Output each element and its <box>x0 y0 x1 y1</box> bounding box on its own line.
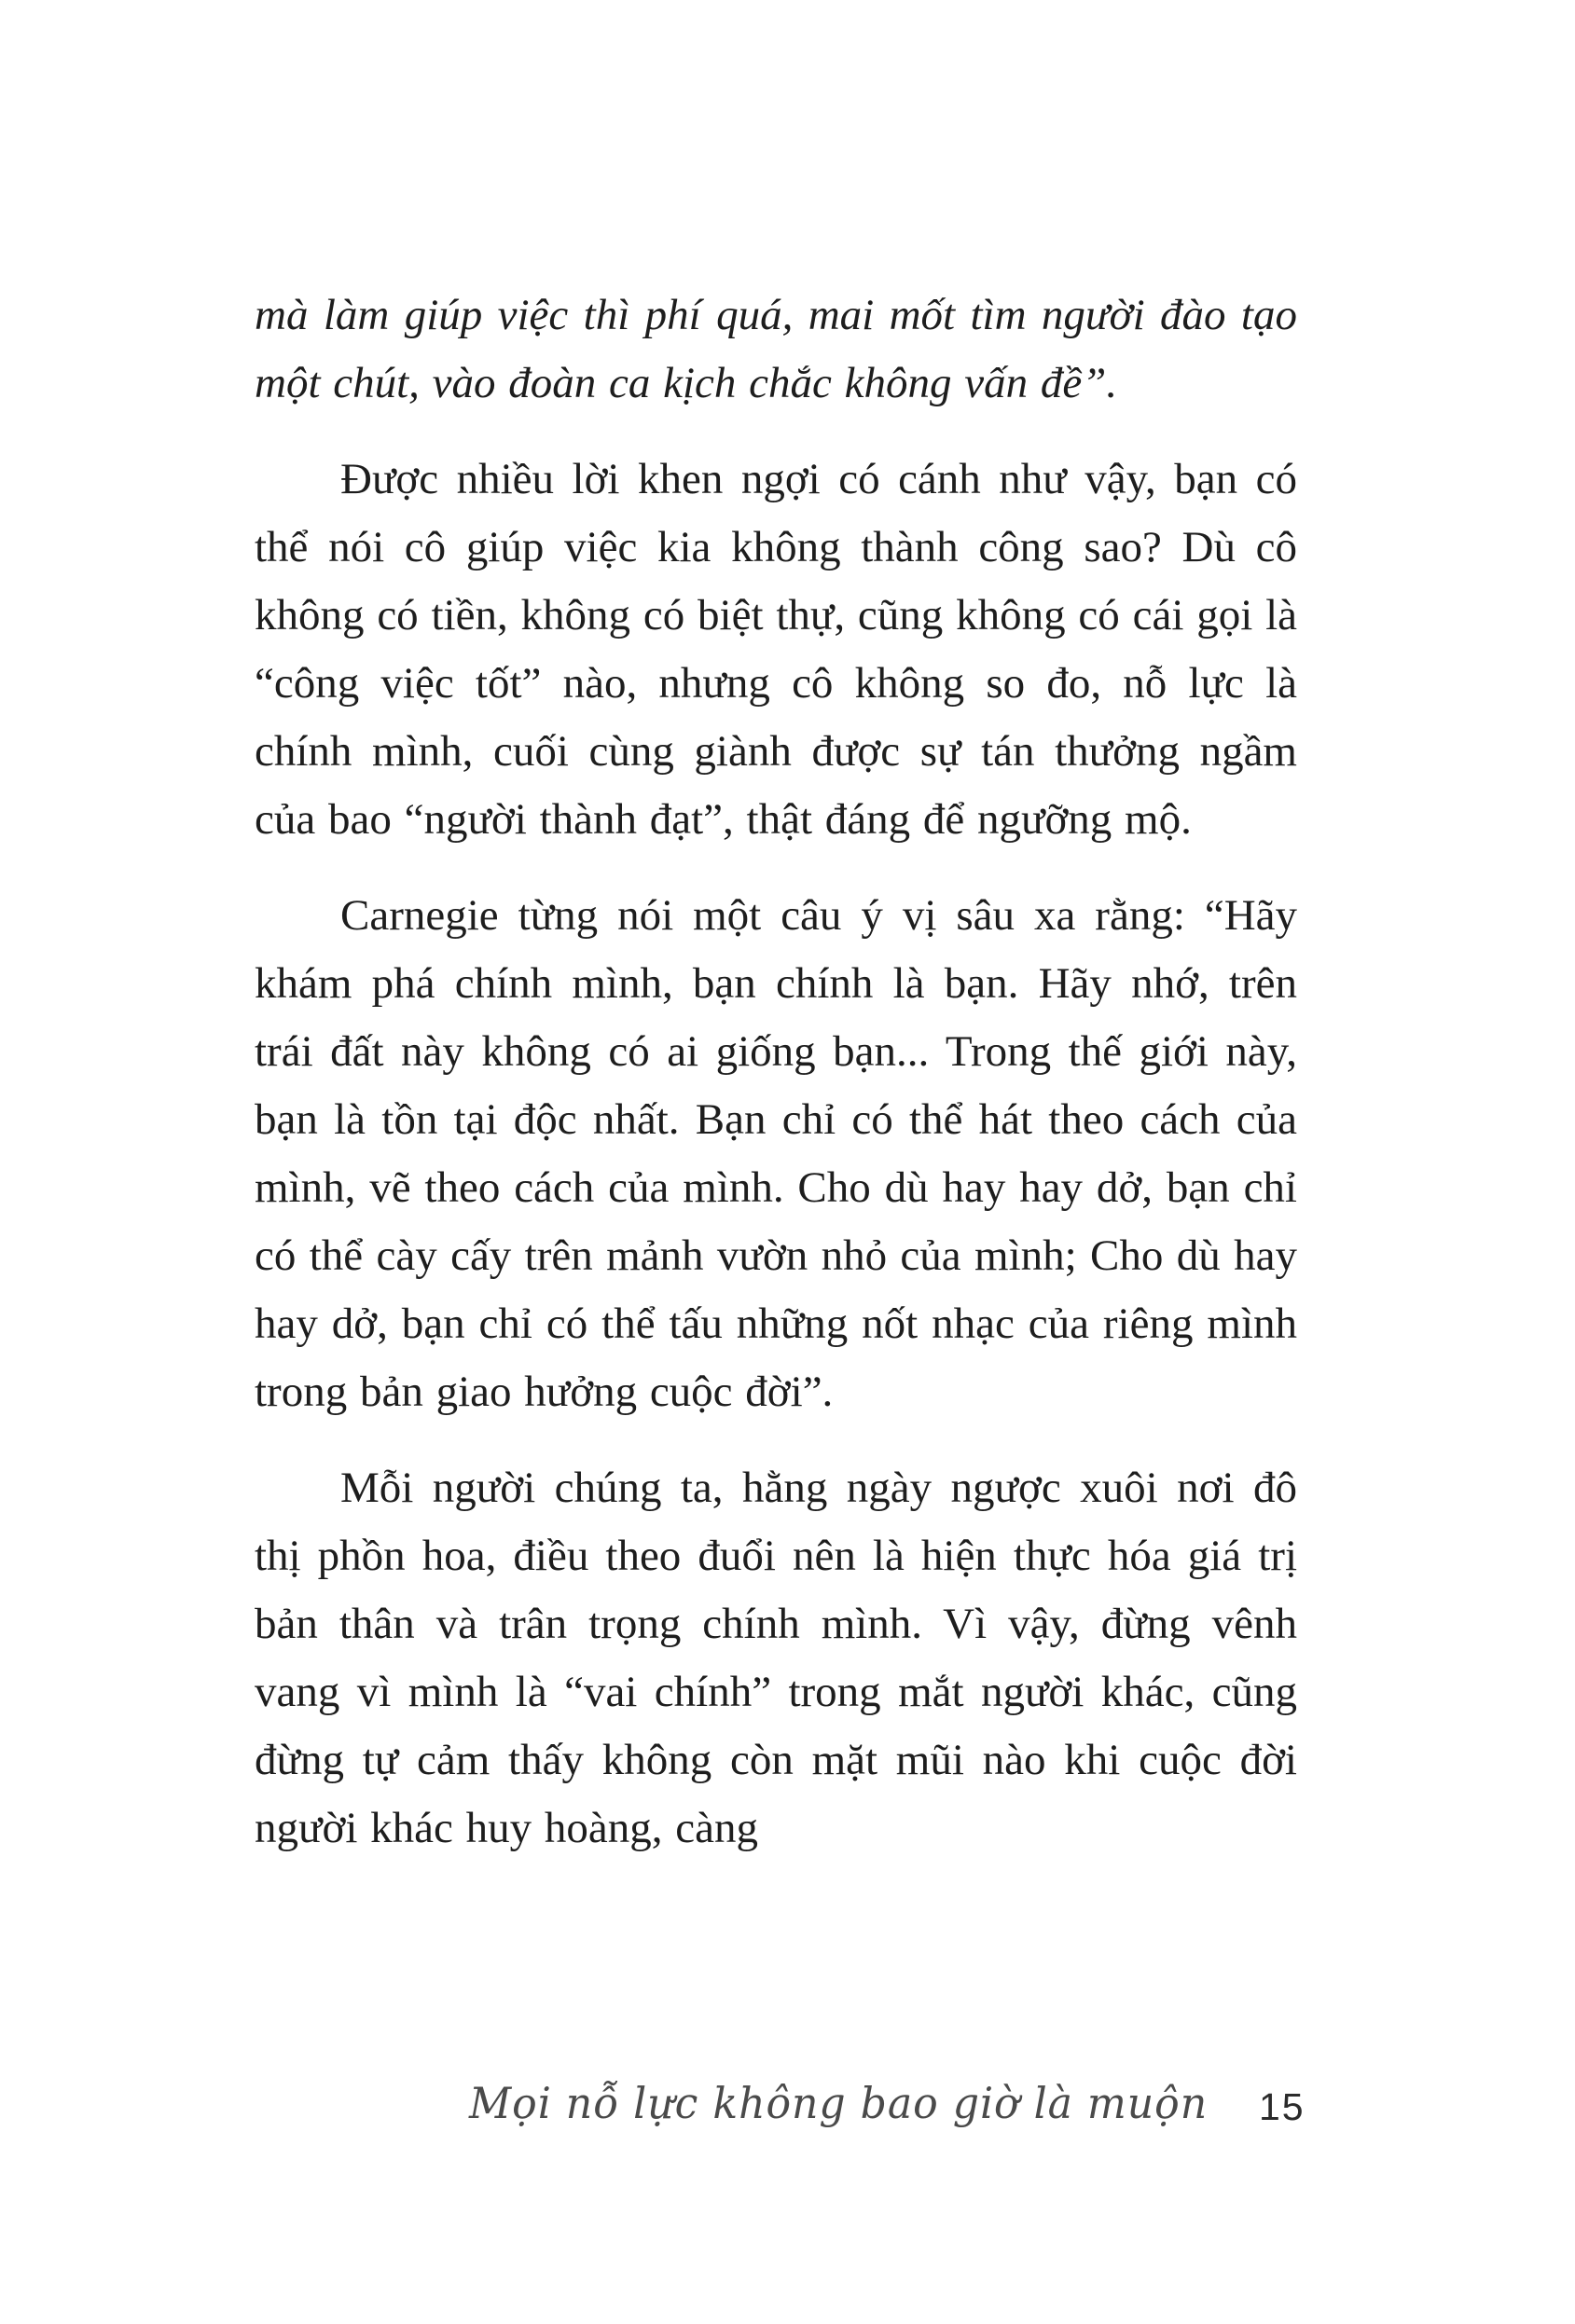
body-paragraph: Carnegie từng nói một câu ý vị sâu xa rằng: “Hãy khám phá chính mình, bạn chính là bạn. Hãy nhớ, trên trái đất này không có ai giống bạn... Trong thế giới này, bạn là tồn tại độc nhất. Bạn chỉ có thể hát theo cách của mình, vẽ theo cách của mình. Cho dù hay hay dở, bạn chỉ có thể cày cấy trên mảnh vườn nhỏ của mình; Cho dù hay hay dở, bạn chỉ có thể tấu những nốt nhạc của riêng mình trong bản giao hưởng cuộc đời”. <box>255 891 1297 1416</box>
page-footer <box>0 2065 1575 2195</box>
paragraph-continuation: mà làm giúp việc thì phí quá, mai mốt tìm người đào tạo một chút, vào đoàn ca kịch chắc không vấn đề”. <box>255 291 1297 407</box>
body-paragraph: Mỗi người chúng ta, hằng ngày ngược xuôi nơi đô thị phồn hoa, điều theo đuổi nên là hiện thực hóa giá trị bản thân và trân trọng chính mình. Vì vậy, đừng vênh vang vì mình là “vai chính” trong mắt người khác, cũng đừng tự cảm thấy không còn mặt mũi nào khi cuộc đời người khác huy hoàng, càng <box>255 1464 1297 1852</box>
body-paragraph: Được nhiều lời khen ngợi có cánh như vậy, bạn có thể nói cô giúp việc kia không thành công sao? Dù cô không có tiền, không có biệt thự, cũng không có cái gọi là “công việc tốt” nào, nhưng cô không so đo, nỗ lực là chính mình, cuối cùng giành được sự tán thưởng ngầm của bao “người thành đạt”, thật đáng để ngưỡng mộ. <box>255 455 1297 844</box>
running-footer-title: Mọi nỗ lực không bao giờ là muộn <box>468 2078 1208 2128</box>
body-text <box>255 282 1297 1891</box>
page-number: 15 <box>1259 2085 1306 2128</box>
